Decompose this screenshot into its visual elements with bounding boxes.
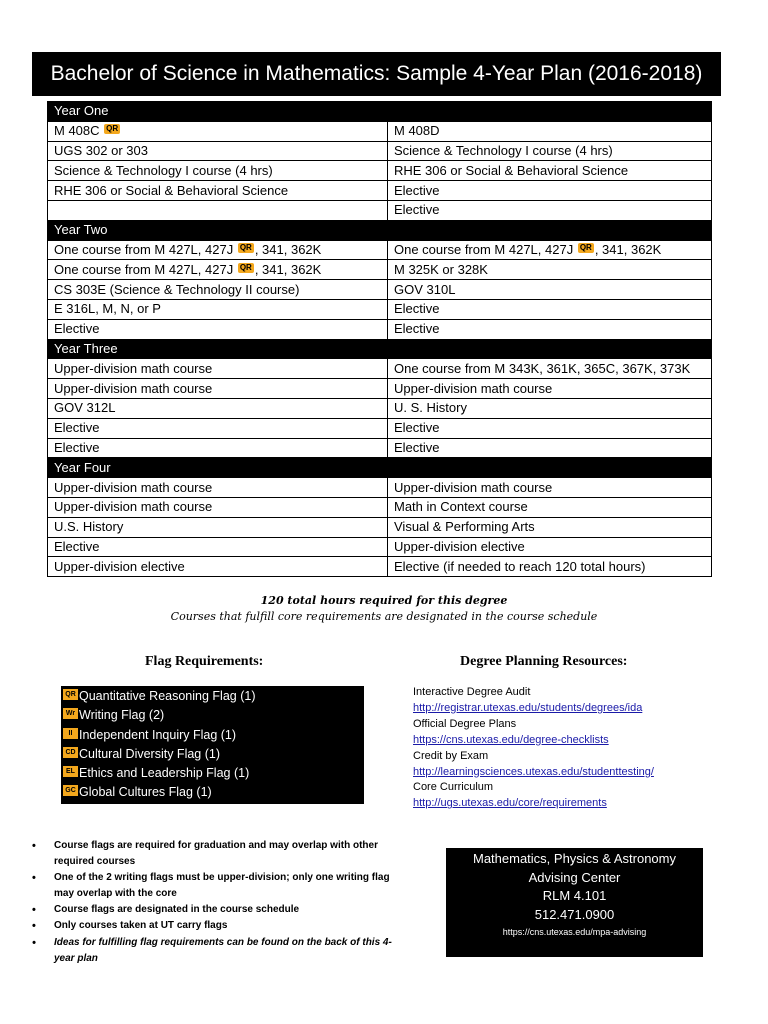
- qr-flag-icon: QR: [579, 242, 592, 252]
- year-header: Year One: [48, 102, 712, 122]
- credit-by-exam-link[interactable]: http://learningsciences.utexas.edu/studenttesting/: [413, 765, 654, 778]
- table-row: Elective Upper-division elective: [48, 537, 712, 557]
- advising-url: https://cns.utexas.edu/mpa-advising: [502, 927, 647, 938]
- resource-label: Official Degree Plans: [413, 717, 517, 730]
- list-item: • Only courses taken at UT carry flags: [32, 918, 392, 934]
- list-item: EL Ethics and Leadership Flag (1): [63, 764, 362, 783]
- table-row: Elective: [48, 200, 712, 220]
- table-row: GOV 312L U. S. History: [48, 398, 712, 418]
- list-item: Wr Writing Flag (2): [63, 706, 362, 725]
- resource-label: Interactive Degree Audit: [413, 686, 531, 698]
- table-row: Upper-division math course Upper-division math course: [48, 478, 712, 498]
- table-row: RHE 306 or Social & Behavioral Science Elective: [48, 181, 712, 201]
- ethics-leadership-flag-icon: EL: [63, 766, 78, 777]
- table-row: Upper-division math course One course from M 343K, 361K, 365C, 367K, 373K: [48, 359, 712, 379]
- list-item: II Independent Inquiry Flag (1): [63, 726, 362, 745]
- total-hours-text: 120 total hours required for this degree: [260, 594, 508, 607]
- totals-note: [0, 593, 768, 624]
- advising-center-box: [446, 848, 703, 957]
- degree-resources-list: [413, 685, 713, 812]
- table-row: Elective Elective: [48, 319, 712, 339]
- table-row: Science & Technology I course (4 hrs) RHE 306 or Social & Behavioral Science: [48, 161, 712, 181]
- writing-flag-icon: Wr: [63, 708, 78, 719]
- list-item: • Course flags are designated in the course schedule: [32, 902, 392, 918]
- table-row: Upper-division math course Upper-division math course: [48, 379, 712, 399]
- table-row: CS 303E (Science & Technology II course) GOV 310L: [48, 280, 712, 300]
- degree-audit-link[interactable]: http://registrar.utexas.edu/students/degrees/ida: [413, 701, 643, 714]
- flag-requirements-heading: Flag Requirements:: [145, 654, 264, 669]
- advising-phone: 512.471.0900: [534, 906, 615, 922]
- table-row: One course from M 427L, 427J QR , 341, 362K One course from M 427L, 427J QR , 341, 362K: [48, 240, 712, 260]
- list-item: • One of the 2 writing flags must be upper-division; only one writing flag may overlap with the core: [32, 870, 392, 902]
- degree-plans-link[interactable]: https://cns.utexas.edu/degree-checklists: [413, 733, 609, 746]
- list-item: CD Cultural Diversity Flag (1): [63, 745, 362, 764]
- page-title: Bachelor of Science in Mathematics: Sample 4-Year Plan (2016-2018): [32, 52, 721, 96]
- flag-notes-list: [32, 838, 392, 967]
- independent-inquiry-flag-icon: II: [63, 728, 78, 739]
- table-row: Elective Elective: [48, 438, 712, 458]
- list-item: QR Quantitative Reasoning Flag (1): [63, 687, 362, 706]
- qr-flag-icon: QR: [239, 262, 252, 272]
- qr-flag-icon: QR: [239, 242, 252, 252]
- advising-room: RLM 4.101: [542, 888, 607, 904]
- year-header: Year Four: [48, 458, 712, 478]
- year-header: Year Three: [48, 339, 712, 359]
- qr-flag-icon: QR: [63, 689, 78, 700]
- core-note-text: Courses that fulfill core requirements are designated in the course schedule: [170, 610, 598, 623]
- table-row: One course from M 427L, 427J QR , 341, 362K M 325K or 328K: [48, 260, 712, 280]
- core-curriculum-link[interactable]: http://ugs.utexas.edu/core/requirements: [413, 797, 607, 810]
- year-header: Year Two: [48, 220, 712, 240]
- resource-label: Core Curriculum: [413, 781, 494, 794]
- table-row: Upper-division math course Math in Context course: [48, 497, 712, 517]
- table-row: Elective Elective: [48, 418, 712, 438]
- resource-label: Credit by Exam: [413, 749, 489, 762]
- flag-requirements-box: [61, 686, 364, 804]
- global-cultures-flag-icon: GC: [63, 785, 78, 796]
- list-item: • Course flags are required for graduation and may overlap with other required courses: [32, 838, 392, 870]
- degree-resources-heading: Degree Planning Resources:: [460, 654, 628, 669]
- advising-center-subtitle: Advising Center: [528, 869, 621, 885]
- qr-flag-icon: QR: [106, 124, 119, 134]
- list-item: • Ideas for fulfilling flag requirements can be found on the back of this 4-year plan: [32, 935, 392, 967]
- table-row: Upper-division elective Elective (if needed to reach 120 total hours): [48, 557, 712, 577]
- four-year-plan-table: [47, 101, 712, 577]
- table-row: U.S. History Visual & Performing Arts: [48, 517, 712, 537]
- table-row: M 408C QR M 408D: [48, 121, 712, 141]
- cultural-diversity-flag-icon: CD: [63, 747, 78, 758]
- table-row: UGS 302 or 303 Science & Technology I course (4 hrs): [48, 141, 712, 161]
- list-item: GC Global Cultures Flag (1): [63, 783, 362, 802]
- advising-center-name: Mathematics, Physics & Astronomy: [472, 851, 676, 866]
- table-row: E 316L, M, N, or P Elective: [48, 299, 712, 319]
